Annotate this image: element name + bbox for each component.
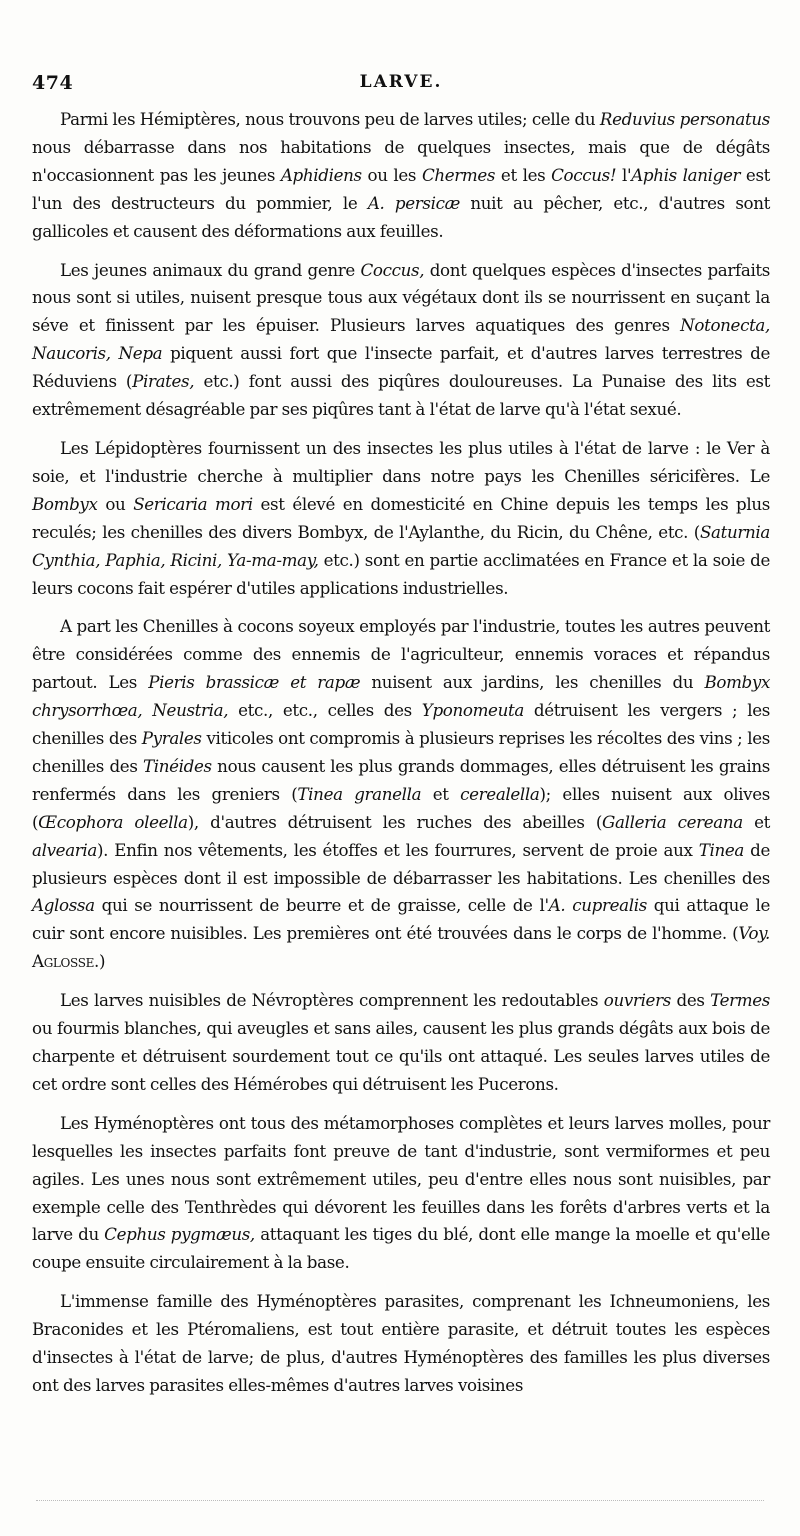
text-run: attaquant les tiges du blé, dont elle mange la moelle et qu'elle coupe ensuite circulairement à la base. bbox=[32, 1224, 771, 1273]
italic-term: Tinea granella bbox=[297, 783, 422, 804]
text-run: Les Hyménoptères ont tous des métamorphoses complètes et leurs larves molles, pour lesquelles les insectes parfaits font preuve de tant d'industrie, sont vermiformes et peu agiles. Les unes nous sont extrêmement utiles, peu d'entre elles nous sont nuisibles, par exemple celle des Tenthrèdes qui dévorent les feuilles dans les forêts d'arbres verts et la larve du bbox=[32, 1112, 770, 1245]
italic-term: Tinéides bbox=[142, 755, 212, 776]
paragraph-hymenopteres bbox=[32, 1110, 770, 1277]
italic-term: cerealella bbox=[460, 783, 540, 804]
text-run: L'immense famille des Hyménoptères parasites, comprenant les Ichneumoniens, les Braconides et les Ptéromaliens, est tout entière parasite, et détruit toutes les espèces d'insectes à l'état de larve; de plus, d'autres Hyménoptères des familles les plus diverses ont des larves parasites elles-mêmes d'autres larves voisines bbox=[32, 1291, 770, 1395]
italic-term: Coccus! bbox=[551, 164, 617, 185]
italic-term: A. cuprealis bbox=[548, 895, 647, 916]
text-run: des bbox=[670, 990, 711, 1011]
italic-term: Saturnia Cynthia, Paphia, Ricini, Ya-ma-may, bbox=[32, 521, 770, 570]
page-body bbox=[32, 106, 770, 1411]
text-run: et les bbox=[495, 164, 552, 185]
text-run: etc., etc., celles des bbox=[228, 700, 422, 721]
italic-term: alvearia bbox=[32, 839, 98, 860]
text-run: de plusieurs espèces dont il est impossible de débarrasser les habitations. Les chenilles des bbox=[32, 839, 770, 888]
text-run: ). Enfin nos vêtements, les étoffes et les fourrures, servent de proie aux bbox=[97, 839, 699, 860]
cross-reference: Aglosse bbox=[32, 951, 94, 972]
page-number: 474 bbox=[32, 72, 74, 94]
paragraph-lepidopteres bbox=[32, 435, 770, 602]
paragraph-chenilles bbox=[32, 613, 770, 976]
paragraph-nevropteres bbox=[32, 987, 770, 1099]
italic-term: Yponomeuta bbox=[421, 700, 524, 721]
italic-term: ouvriers bbox=[603, 990, 671, 1011]
text-run: qui se nourrissent de beurre et de graisse, celle de l' bbox=[94, 895, 549, 916]
text-run: détruisent les vergers ; les chenilles des bbox=[32, 700, 770, 749]
text-run: dont quelques espèces d'insectes parfaits nous sont si utiles, nuisent presque tous aux végétaux dont ils se nourrissent en suçant la séve et finissent par les épuiser. Plusieurs larves aquatiques des genres bbox=[32, 259, 770, 336]
italic-term: Pyrales bbox=[141, 728, 202, 749]
text-run: Les jeunes animaux du grand genre bbox=[60, 259, 361, 280]
text-run: piquent aussi fort que l'insecte parfait, et d'autres larves terrestres de Réduviens ( bbox=[32, 343, 770, 392]
text-run: nuisent aux jardins, les chenilles du bbox=[360, 672, 705, 693]
text-run: etc.) font aussi des piqûres douloureuses. La Punaise des lits est extrêmement désagréable par ses piqûres tant à l'état de larve qu'à l'état sexué. bbox=[32, 371, 770, 420]
italic-term: A. persicæ bbox=[367, 192, 460, 213]
italic-term: Bombyx chrysorrhœa, Neustria, bbox=[32, 672, 771, 721]
italic-term: Œcophora oleella bbox=[38, 811, 188, 832]
italic-term: Chermes bbox=[421, 164, 496, 185]
text-run: nuit au pêcher, etc., d'autres sont gallicoles et causent des déformations aux feuilles. bbox=[32, 192, 770, 241]
text-run: nous débarrasse dans nos habitations de quelques insectes, mais que de dégâts n'occasionnent pas les jeunes bbox=[32, 136, 770, 185]
italic-term: Aglossa bbox=[32, 895, 95, 916]
italic-term: Pieris brassicæ et rapæ bbox=[148, 672, 361, 693]
text-run: est élevé en domesticité en Chine depuis les temps les plus reculés; les chenilles des divers Bombyx, de l'Aylanthe, du Ricin, du Chêne, etc. ( bbox=[32, 493, 770, 542]
text-run: Les larves nuisibles de Névroptères comprennent les redoutables bbox=[60, 990, 604, 1011]
text-run: ou fourmis blanches, qui aveugles et sans ailes, causent les plus grands dégâts aux bois de charpente et détruisent sourdement tout ce qu'ils ont attaqué. Les seules larves utiles de cet ordre sont celles des Hémérobes qui détruisent les Pucerons. bbox=[32, 1018, 770, 1094]
text-run: est l'un des destructeurs du pommier, le bbox=[32, 164, 771, 213]
text-run: nous causent les plus grands dommages, elles détruisent les grains renfermés dans les greniers ( bbox=[32, 755, 770, 804]
text-run: ou bbox=[97, 493, 134, 514]
text-run: Les Lépidoptères fournissent un des insectes les plus utiles à l'état de larve : le Ver à soie, et l'industrie cherche à multiplier dans notre pays les Chenilles séricifères. Le bbox=[32, 437, 770, 486]
text-run: .) bbox=[93, 951, 106, 972]
bottom-rule bbox=[36, 1500, 764, 1501]
italic-term: Termes bbox=[710, 990, 770, 1011]
text-run: etc.) sont en partie acclimatées en France et la soie de leurs cocons fait espérer d'utiles applications industrielles. bbox=[32, 549, 770, 598]
text-run: l' bbox=[616, 164, 632, 185]
text-run: A part les Chenilles à cocons soyeux employés par l'industrie, toutes les autres peuvent être considérées comme des ennemis de l'agriculteur, ennemis voraces et répandus partout. Les bbox=[32, 616, 770, 693]
italic-term: Galleria cereana bbox=[602, 811, 743, 832]
italic-term: Bombyx bbox=[32, 493, 98, 514]
text-run: ou les bbox=[361, 164, 422, 185]
italic-term: Aphidiens bbox=[280, 164, 362, 185]
italic-term: Voy. bbox=[738, 923, 770, 944]
paragraph-coccus bbox=[32, 257, 770, 424]
italic-term: Sericaria mori bbox=[133, 493, 253, 514]
text-run: Parmi les Hémiptères, nous trouvons peu de larves utiles; celle du bbox=[60, 109, 600, 129]
paragraph-parasites bbox=[32, 1288, 770, 1400]
italic-term: Notonecta, Naucoris, Nepa bbox=[32, 315, 770, 364]
italic-term: Tinea bbox=[698, 839, 745, 860]
text-run: ); elles nuisent aux olives ( bbox=[32, 783, 770, 832]
text-run: et bbox=[742, 811, 771, 832]
italic-term: Pirates, bbox=[132, 371, 195, 392]
text-run: qui attaque le cuir sont encore nuisibles. Les premières ont été trouvées dans le corps de l'homme. ( bbox=[32, 895, 770, 944]
italic-term: Aphis laniger bbox=[631, 164, 741, 185]
text-run: viticoles ont compromis à plusieurs reprises les récoltes des vins ; les chenilles des bbox=[32, 728, 770, 776]
page-header bbox=[32, 72, 770, 102]
italic-term: Cephus pygmæus, bbox=[104, 1224, 255, 1245]
italic-term: Coccus, bbox=[360, 259, 425, 280]
italic-term: Reduvius personatus bbox=[599, 109, 770, 129]
text-run: et bbox=[421, 783, 461, 804]
paragraph-hemipteres bbox=[32, 106, 770, 246]
running-title: LARVE. bbox=[359, 72, 443, 92]
text-run: ), d'autres détruisent les ruches des abeilles ( bbox=[187, 811, 603, 832]
